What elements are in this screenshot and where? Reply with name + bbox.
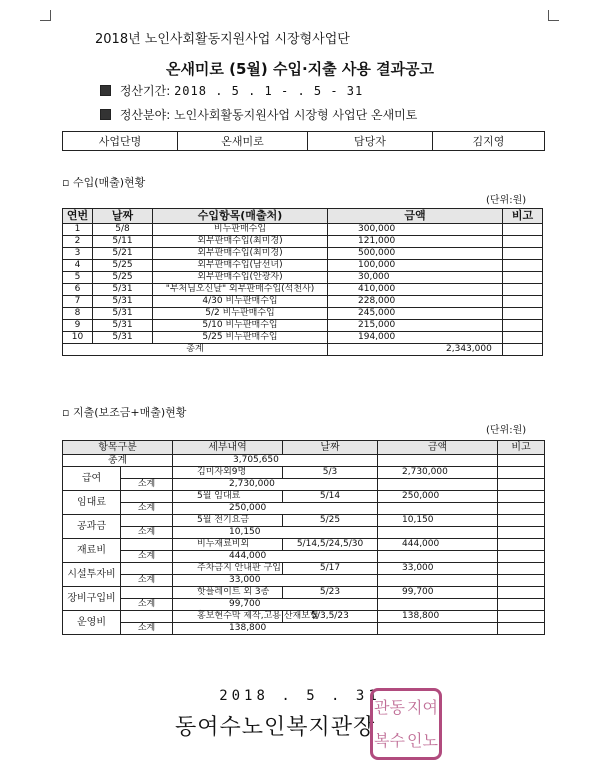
empty-cell bbox=[378, 575, 498, 587]
settlement-field bbox=[100, 106, 417, 123]
expense-header-amount: 금액 bbox=[378, 441, 498, 455]
expense-grand-total-label: 총계 bbox=[63, 455, 173, 467]
income-row bbox=[63, 236, 543, 248]
expense-category: 급여 bbox=[63, 467, 121, 491]
expense-subtotal-label: 소계 bbox=[121, 527, 173, 539]
income-row bbox=[63, 296, 543, 308]
expense-row bbox=[63, 515, 545, 527]
project-name-value: 온새미로 bbox=[178, 132, 308, 151]
income-row-note bbox=[503, 296, 543, 308]
empty-cell bbox=[498, 527, 545, 539]
income-row-amount: 30,000 bbox=[328, 272, 503, 284]
expense-section-title bbox=[62, 404, 186, 420]
expense-amount: 250,000 bbox=[378, 491, 498, 503]
expense-date: 5/14 bbox=[283, 491, 378, 503]
income-row-amount: 245,000 bbox=[328, 308, 503, 320]
expense-header-note: 비고 bbox=[498, 441, 545, 455]
crop-mark-top-right bbox=[548, 10, 559, 21]
income-row-no: 6 bbox=[63, 284, 93, 296]
income-row-note bbox=[503, 248, 543, 260]
expense-category: 운영비 bbox=[63, 611, 121, 635]
expense-category: 재료비 bbox=[63, 539, 121, 563]
income-header-date: 날짜 bbox=[93, 209, 153, 224]
expense-date: 5/14,5/24,5/30 bbox=[283, 539, 378, 551]
income-row bbox=[63, 332, 543, 344]
income-row-note bbox=[503, 320, 543, 332]
income-row-amount: 194,000 bbox=[328, 332, 503, 344]
income-row-note bbox=[503, 224, 543, 236]
expense-category: 장비구입비 bbox=[63, 587, 121, 611]
expense-detail: 김미자외9명 bbox=[173, 467, 283, 479]
expense-subtotal-label: 소계 bbox=[121, 623, 173, 635]
income-row bbox=[63, 248, 543, 260]
income-row-amount: 215,000 bbox=[328, 320, 503, 332]
income-row-note bbox=[503, 308, 543, 320]
income-row-item: 외부판매수입(최미경) bbox=[153, 236, 328, 248]
bullet-square-icon bbox=[100, 109, 111, 120]
seal-char: 지여 bbox=[407, 698, 438, 717]
empty-cell bbox=[498, 455, 545, 467]
expense-subtotal-row bbox=[63, 623, 545, 635]
income-row-no: 10 bbox=[63, 332, 93, 344]
document-date: 2018 . 5 . 31 bbox=[219, 688, 381, 704]
empty-cell bbox=[378, 527, 498, 539]
expense-row bbox=[63, 611, 545, 623]
income-row-date: 5/21 bbox=[93, 248, 153, 260]
income-row bbox=[63, 320, 543, 332]
expense-subtotal-value: 10,150 bbox=[173, 527, 378, 539]
income-header-note: 비고 bbox=[503, 209, 543, 224]
income-row-date: 5/31 bbox=[93, 320, 153, 332]
expense-unit: (단위:원) bbox=[486, 425, 527, 436]
income-row-amount: 228,000 bbox=[328, 296, 503, 308]
expense-subtotal-label: 소계 bbox=[121, 503, 173, 515]
official-seal bbox=[370, 688, 442, 760]
empty-cell bbox=[498, 479, 545, 491]
document-header-line: 2018년 노인사회활동지원사업 시장형사업단 bbox=[95, 32, 350, 47]
manager-label: 담당자 bbox=[308, 132, 433, 151]
income-row-amount: 121,000 bbox=[328, 236, 503, 248]
seal-char: 관동 bbox=[374, 698, 405, 717]
income-header-amount: 금액 bbox=[328, 209, 503, 224]
income-row-no: 9 bbox=[63, 320, 93, 332]
expense-header-detail: 세부내역 bbox=[173, 441, 283, 455]
income-row-amount: 300,000 bbox=[328, 224, 503, 236]
expense-amount: 33,000 bbox=[378, 563, 498, 575]
empty-cell bbox=[498, 599, 545, 611]
expense-amount: 10,150 bbox=[378, 515, 498, 527]
expense-subtotal-row bbox=[63, 551, 545, 563]
empty-cell bbox=[121, 587, 173, 599]
income-row-no: 3 bbox=[63, 248, 93, 260]
expense-note bbox=[498, 539, 545, 551]
field-value: 노인사회활동지원사업 시장형 사업단 온새미토 bbox=[174, 108, 418, 122]
expense-note bbox=[498, 587, 545, 599]
expense-amount: 138,800 bbox=[378, 611, 498, 623]
empty-cell bbox=[378, 599, 498, 611]
expense-subtotal-row bbox=[63, 527, 545, 539]
period-value: 2018 . 5 . 1 - . 5 - 31 bbox=[174, 84, 364, 98]
income-table bbox=[62, 208, 543, 356]
expense-detail: 5월 임대료 bbox=[173, 491, 283, 503]
income-row-note bbox=[503, 332, 543, 344]
income-total-label: 총계 bbox=[63, 344, 328, 356]
expense-detail: 5월 전기요금 bbox=[173, 515, 283, 527]
empty-cell bbox=[498, 551, 545, 563]
income-row-no: 1 bbox=[63, 224, 93, 236]
expense-date: 5/23 bbox=[283, 587, 378, 599]
income-row-no: 8 bbox=[63, 308, 93, 320]
settlement-period bbox=[100, 82, 363, 99]
income-row-item: 4/30 비누판매수입 bbox=[153, 296, 328, 308]
field-label: 정산분야: bbox=[119, 108, 171, 122]
income-row-item: 외부판매수입(남선녀) bbox=[153, 260, 328, 272]
expense-date: 5/3 bbox=[283, 467, 378, 479]
income-row-date: 5/31 bbox=[93, 284, 153, 296]
expense-category: 시설투자비 bbox=[63, 563, 121, 587]
expense-amount: 2,730,000 bbox=[378, 467, 498, 479]
section-bullet-icon: ▫ bbox=[62, 406, 73, 419]
income-row bbox=[63, 284, 543, 296]
empty-cell bbox=[378, 623, 498, 635]
income-row-note bbox=[503, 272, 543, 284]
expense-detail: 주차금지 안내판 구입 bbox=[173, 563, 283, 575]
bullet-square-icon bbox=[100, 85, 111, 96]
period-label: 정산기간: bbox=[119, 84, 171, 98]
expense-section-label: 지출(보조금+매출)현황 bbox=[72, 406, 187, 419]
expense-detail: 비누재료비외 bbox=[173, 539, 283, 551]
empty-cell bbox=[121, 563, 173, 575]
empty-cell bbox=[121, 515, 173, 527]
income-row bbox=[63, 260, 543, 272]
seal-char: 복수 bbox=[374, 731, 405, 750]
empty-cell bbox=[121, 611, 173, 623]
expense-subtotal-label: 소계 bbox=[121, 575, 173, 587]
income-row-date: 5/11 bbox=[93, 236, 153, 248]
expense-row bbox=[63, 587, 545, 599]
expense-amount: 99,700 bbox=[378, 587, 498, 599]
project-info-table bbox=[62, 131, 545, 151]
expense-subtotal-label: 소계 bbox=[121, 599, 173, 611]
income-row-date: 5/31 bbox=[93, 296, 153, 308]
expense-grand-total-value: 3,705,650 bbox=[173, 455, 378, 467]
expense-header-category: 항목구분 bbox=[63, 441, 173, 455]
income-row-date: 5/25 bbox=[93, 260, 153, 272]
income-row-item: 5/2 비누판매수입 bbox=[153, 308, 328, 320]
empty-cell bbox=[498, 575, 545, 587]
section-bullet-icon: ▫ bbox=[62, 176, 73, 189]
income-row-date: 5/31 bbox=[93, 332, 153, 344]
income-header-no: 연번 bbox=[63, 209, 93, 224]
expense-date: 5/17 bbox=[283, 563, 378, 575]
expense-header-date: 날짜 bbox=[283, 441, 378, 455]
income-unit: (단위:원) bbox=[486, 195, 527, 206]
income-row-item: 외부판매수입(최미경) bbox=[153, 248, 328, 260]
expense-subtotal-value: 99,700 bbox=[173, 599, 378, 611]
income-row-amount: 500,000 bbox=[328, 248, 503, 260]
expense-note bbox=[498, 491, 545, 503]
expense-row bbox=[63, 563, 545, 575]
empty-cell bbox=[378, 503, 498, 515]
income-row-item: 5/10 비누판매수입 bbox=[153, 320, 328, 332]
expense-subtotal-value: 138,800 bbox=[173, 623, 378, 635]
income-row-note bbox=[503, 260, 543, 272]
empty-cell bbox=[121, 467, 173, 479]
expense-subtotal-value: 33,000 bbox=[173, 575, 378, 587]
income-row-item: "부처님오신날" 외부판매수입(석천사) bbox=[153, 284, 328, 296]
expense-amount: 444,000 bbox=[378, 539, 498, 551]
expense-subtotal-value: 250,000 bbox=[173, 503, 378, 515]
expense-note bbox=[498, 611, 545, 623]
income-row-date: 5/8 bbox=[93, 224, 153, 236]
empty-cell bbox=[378, 479, 498, 491]
expense-category: 공과금 bbox=[63, 515, 121, 539]
income-row-no: 4 bbox=[63, 260, 93, 272]
document-title: 온새미로 (5월) 수입·지출 사용 결과공고 bbox=[165, 60, 435, 78]
empty-cell bbox=[498, 623, 545, 635]
income-section-label: 수입(매출)현황 bbox=[72, 176, 146, 189]
manager-value: 김지영 bbox=[433, 132, 545, 151]
organization-name: 동여수노인복지관장 bbox=[175, 715, 376, 740]
expense-row bbox=[63, 539, 545, 551]
income-row-no: 2 bbox=[63, 236, 93, 248]
expense-subtotal-row bbox=[63, 599, 545, 611]
income-row bbox=[63, 272, 543, 284]
income-row-no: 5 bbox=[63, 272, 93, 284]
income-section-title bbox=[62, 174, 145, 190]
income-row-item: 비누판매수입 bbox=[153, 224, 328, 236]
income-row bbox=[63, 224, 543, 236]
income-header-item: 수입항목(매출처) bbox=[153, 209, 328, 224]
expense-detail: 홍보현수막 제작,고용 산재보험 bbox=[173, 611, 283, 623]
income-row bbox=[63, 308, 543, 320]
expense-detail: 핫플레이트 외 3종 bbox=[173, 587, 283, 599]
expense-date: 5/3,5/23 bbox=[283, 611, 378, 623]
seal-char: 인노 bbox=[407, 731, 438, 750]
crop-mark-top-left bbox=[40, 10, 51, 21]
income-row-item: 5/25 비누판매수입 bbox=[153, 332, 328, 344]
expense-subtotal-row bbox=[63, 575, 545, 587]
expense-note bbox=[498, 563, 545, 575]
empty-cell bbox=[121, 491, 173, 503]
expense-date: 5/25 bbox=[283, 515, 378, 527]
income-row-item: 외부판매수입(안광자) bbox=[153, 272, 328, 284]
empty-cell bbox=[498, 503, 545, 515]
expense-subtotal-label: 소계 bbox=[121, 479, 173, 491]
expense-category: 임대료 bbox=[63, 491, 121, 515]
expense-table bbox=[62, 440, 545, 635]
income-row-note bbox=[503, 236, 543, 248]
income-row-no: 7 bbox=[63, 296, 93, 308]
expense-subtotal-row bbox=[63, 503, 545, 515]
project-name-label: 사업단명 bbox=[63, 132, 178, 151]
income-row-date: 5/25 bbox=[93, 272, 153, 284]
empty-cell bbox=[121, 539, 173, 551]
income-row-amount: 410,000 bbox=[328, 284, 503, 296]
expense-row bbox=[63, 491, 545, 503]
expense-note bbox=[498, 467, 545, 479]
expense-subtotal-label: 소계 bbox=[121, 551, 173, 563]
income-row-note bbox=[503, 284, 543, 296]
expense-note bbox=[498, 515, 545, 527]
income-row-date: 5/31 bbox=[93, 308, 153, 320]
income-total-value: 2,343,000 bbox=[328, 344, 503, 356]
income-row-amount: 100,000 bbox=[328, 260, 503, 272]
expense-subtotal-value: 444,000 bbox=[173, 551, 378, 563]
income-total-note bbox=[503, 344, 543, 356]
empty-cell bbox=[378, 551, 498, 563]
expense-row bbox=[63, 467, 545, 479]
expense-subtotal-value: 2,730,000 bbox=[173, 479, 378, 491]
empty-cell bbox=[378, 455, 498, 467]
expense-subtotal-row bbox=[63, 479, 545, 491]
